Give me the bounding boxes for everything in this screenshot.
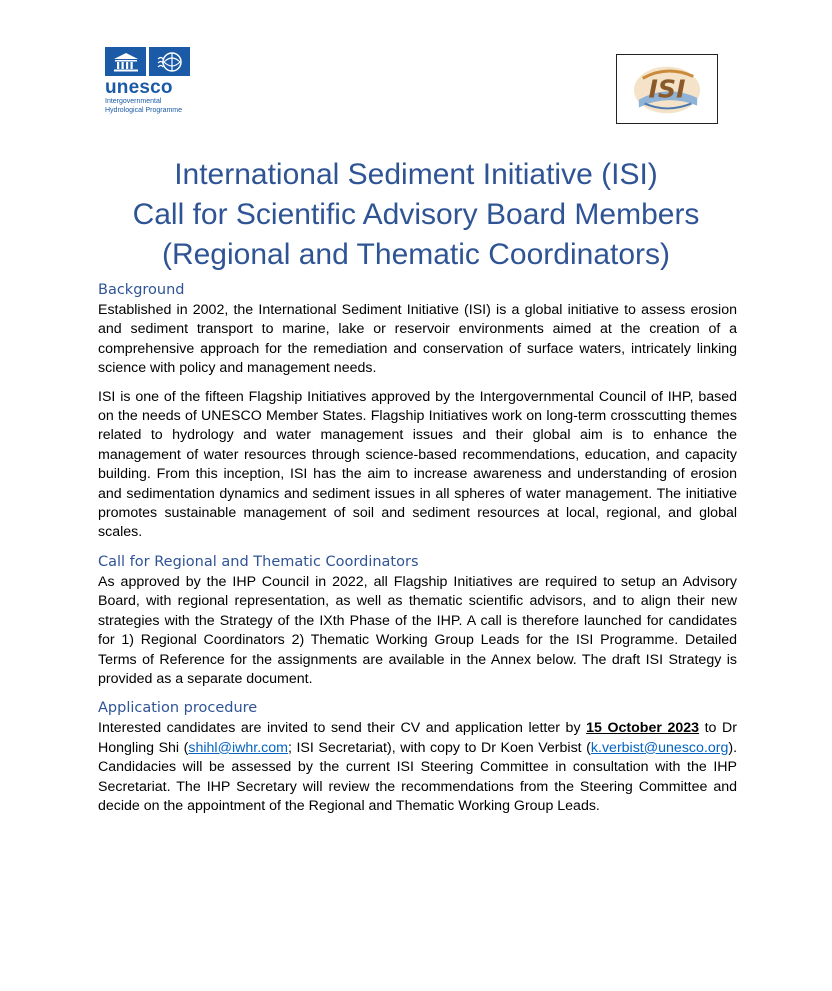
hydrological-globe-icon bbox=[149, 47, 190, 76]
title-line-3: (Regional and Thematic Coordinators) bbox=[161, 238, 671, 271]
svg-text:ISI: ISI bbox=[648, 74, 686, 104]
application-text-b: to Dr Hongling Shi ( bbox=[98, 720, 737, 756]
background-paragraph-1: Established in 2002, the International Sediment Initiative (ISI) is a global initiative to assess erosion and sediment transport to marine, lake or reservoir environments aimed at the creation of a comprehensive approach for the remediation and conservation of surface waters, intricately linking science with policy and management needs. bbox=[98, 302, 737, 377]
background-heading: Background bbox=[98, 282, 185, 298]
isi-logo bbox=[616, 54, 718, 124]
call-heading: Call for Regional and Thematic Coordinators bbox=[98, 553, 419, 570]
title-line-1: International Sediment Initiative (ISI) bbox=[174, 158, 658, 191]
document-body bbox=[98, 280, 737, 825]
application-deadline: 15 October 2023 bbox=[586, 720, 700, 737]
application-text-a: Interested candidates are invited to send their CV and application letter by bbox=[98, 720, 587, 737]
background-paragraph-2: ISI is one of the fifteen Flagship Initiatives approved by the Intergovernmental Council of IHP, based on the needs of UNESCO Member States. Flagship Initiatives work on long-term crosscutting themes related to hydrology and water management issues and their global aim is to enhance the management of water resources through science-based recommendations, education, and capacity building. From this inception, ISI has the aim to increase awareness and understanding of erosion and sedimentation dynamics and sediment issues in all spheres of water management. The initiative promotes sustainable management of soil and sediment resources at local, regional, and global scales. bbox=[98, 388, 737, 541]
call-paragraph: As approved by the IHP Council in 2022, all Flagship Initiatives are required to setup an Advisory Board, with regional representation, as well as thematic scientific advisors, and to align their new strategies with the Strategy of the IXth Phase of the IHP. A call is therefore launched for candidates for 1) Regional Coordinators 2) Thematic Working Group Leads for the ISI Programme. Detailed Terms of Reference for the assignments are available in the Annex below. The draft ISI Strategy is provided as a separate document. bbox=[98, 573, 737, 687]
application-text-c: ; ISI Secretariat), with copy to Dr Koen Verbist ( bbox=[287, 739, 591, 756]
document-title bbox=[0, 155, 832, 275]
application-paragraph bbox=[98, 719, 737, 816]
title-line-2: Call for Scientific Advisory Board Members bbox=[132, 198, 700, 231]
application-text-d: ). Candidacies will be assessed by the current ISI Steering Committee in consultation with the IHP Secretariat. The IHP Secretary will review the recommendations from the Steering Committee and decide on the appointment of the Regional and Thematic Working Group Leads. bbox=[98, 739, 738, 814]
application-heading: Application procedure bbox=[98, 700, 258, 717]
unesco-ihp-logo bbox=[105, 47, 205, 122]
ihp-subtitle-line2: Hydrological Programme bbox=[105, 107, 183, 114]
unesco-temple-icon bbox=[105, 47, 146, 76]
unesco-wordmark: unesco bbox=[105, 77, 173, 98]
unesco-emblem-boxes bbox=[105, 47, 205, 76]
isi-emblem-icon bbox=[617, 55, 717, 123]
ihp-subtitle-line1: Intergovernmental bbox=[105, 98, 162, 105]
email-link-shi[interactable]: shihl@iwhr.com bbox=[188, 739, 288, 756]
email-link-verbist[interactable]: k.verbist@unesco.org bbox=[590, 739, 729, 756]
